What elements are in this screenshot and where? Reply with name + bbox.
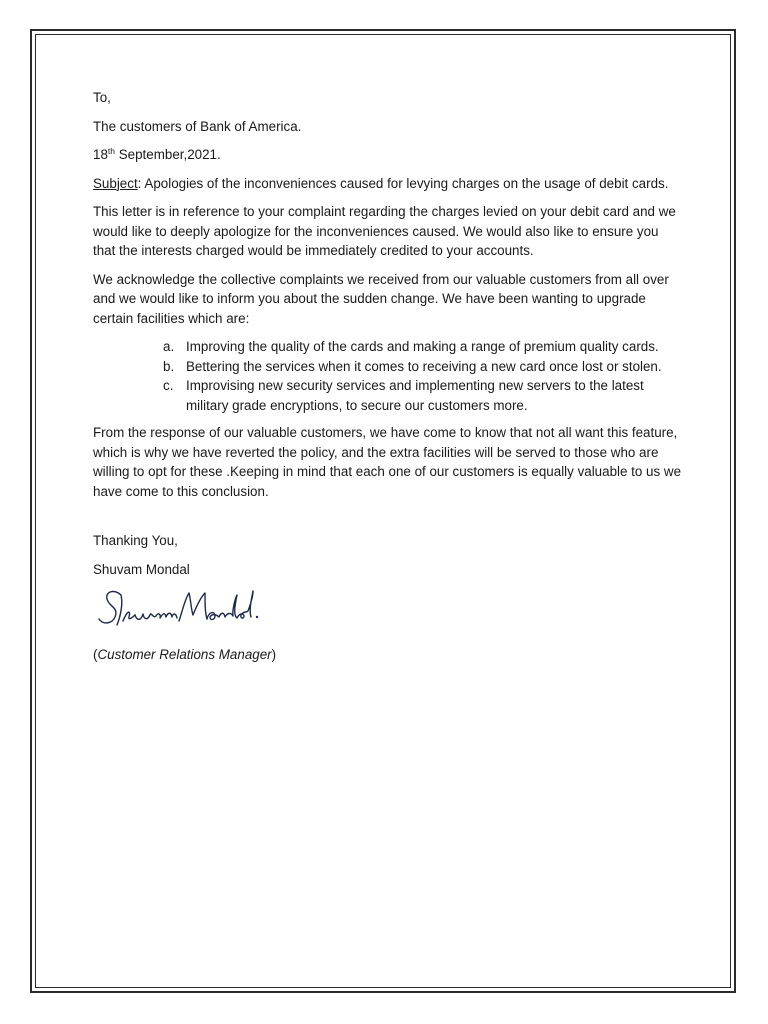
- date-suffix: th: [107, 146, 115, 156]
- list-item-text: Improvising new security services and implementing new servers to the latest military grade encryptions, to secure our customers more.: [186, 378, 644, 413]
- subject-text: Apologies of the inconveniences caused for levying charges on the usage of debit cards.: [141, 175, 669, 191]
- paragraph-acknowledge: We acknowledge the collective complaints we received from our valuable customers from all over and we would like to inform you about the sudden change. We have been wanting to upgrade certain facilities which are:: [93, 271, 669, 326]
- list-item: [93, 376, 683, 415]
- list-item-text: Improving the quality of the cards and making a range of premium quality cards.: [186, 339, 659, 354]
- subject-line: [93, 174, 683, 194]
- list-marker: b.: [163, 358, 175, 374]
- letter-date: [93, 145, 683, 165]
- list-marker: a.: [163, 339, 175, 354]
- paragraph-conclusion: From the response of our valuable customers, we have come to know that not all want this feature, which is why we have reverted the policy, and the extra facilities will be served to those who are willing to opt for these .Keeping in mind that each one of our customers is equally valuable to us we have come to this conclusion.: [93, 425, 682, 499]
- signature: [93, 581, 263, 639]
- title-text: Customer Relations Manager: [97, 647, 272, 662]
- paragraph-reference: This letter is in reference to your complaint regarding the charges levied on your debit card and we would like to deeply apologize for the inconveniences caused. We would also like to ensure you that the interests charged would be immediately credited to your accounts.: [93, 204, 676, 258]
- list-item: [93, 337, 683, 357]
- subject-label: Subject: [93, 175, 138, 191]
- closing: Thanking You,: [93, 533, 178, 548]
- list-marker: c.: [163, 378, 174, 393]
- facility-list: [93, 337, 683, 415]
- title-close: ): [271, 647, 277, 662]
- recipient: The customers of Bank of America.: [93, 118, 302, 134]
- subject-colon: :: [137, 175, 142, 191]
- signatory-name: Shuvam Mondal: [93, 561, 190, 577]
- list-item-text: Bettering the services when it comes to receiving a new card once lost or stolen.: [186, 358, 662, 374]
- date-rest: September,2021.: [115, 147, 221, 162]
- list-item: [93, 357, 683, 377]
- salutation: To,: [93, 90, 111, 105]
- title-open: (: [93, 647, 98, 662]
- letter-body: [93, 88, 683, 665]
- signature-text: Shuvam Mondal.: [93, 581, 101, 582]
- date-day: 18: [93, 147, 108, 162]
- signatory-title: [93, 645, 683, 665]
